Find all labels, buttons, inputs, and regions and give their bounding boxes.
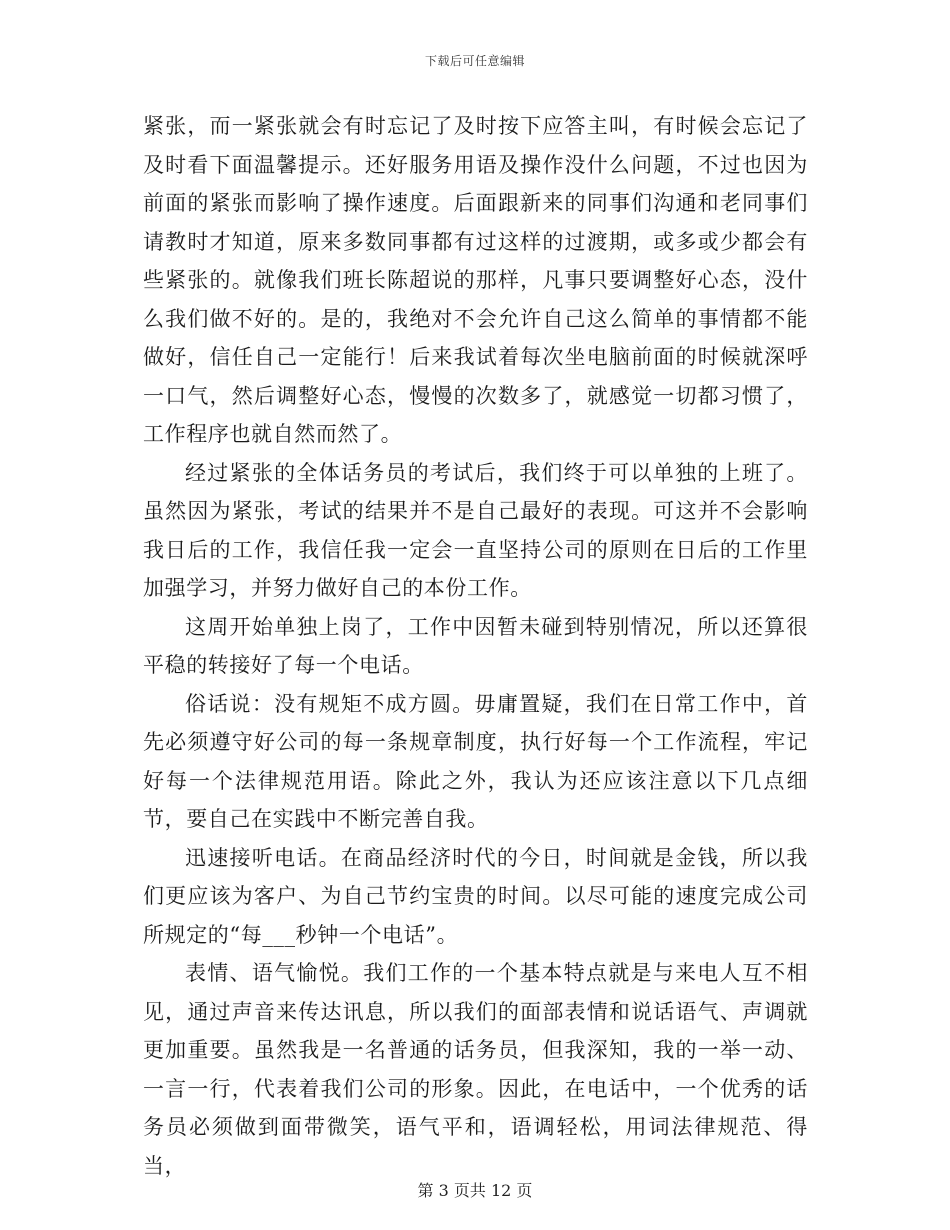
page-header: 下载后可任意编辑 — [424, 54, 525, 68]
page-number-footer: 第 3 页共 12 页 — [417, 1181, 533, 1200]
paragraph-4: 俗话说：没有规矩不成方圆。毋庸置疑，我们在日常工作中，首先必须遵守好公司的每一条规章制度，执行好每一个工作流程，牢记好每一个法律规范用语。除此之外，我认为还应该注意以下几点细节，要自己在实践中不断完善自我。 — [143, 691, 808, 831]
paragraph-5: 迅速接听电话。在商品经济时代的今日，时间就是金钱，所以我们更应该为客户、为自己节约宝贵的时间。以尽可能的速度完成公司所规定的“每___秒钟一个电话”。 — [143, 845, 808, 947]
paragraph-3: 这周开始单独上岗了，工作中因暂未碰到特别情况，所以还算很平稳的转接好了每一个电话。 — [143, 614, 808, 677]
document-body — [143, 107, 808, 1185]
paragraph-2: 经过紧张的全体话务员的考试后，我们终于可以单独的上班了。虽然因为紧张，考试的结果并不是自己最好的表现。可这并不会影响我日后的工作，我信任我一定会一直坚持公司的原则在日后的工作里加强学习，并努力做好自己的本份工作。 — [143, 460, 808, 600]
paragraph-6: 表情、语气愉悦。我们工作的一个基本特点就是与来电人互不相见，通过声音来传达讯息，所以我们的面部表情和说话语气、声调就更加重要。虽然我是一名普通的话务员，但我深知，我的一举一动、一言一行，代表着我们公司的形象。因此，在电话中，一个优秀的话务员必须做到面带微笑，语气平和，语调轻松，用词法律规范、得当， — [143, 961, 808, 1178]
paragraph-1: 紧张，而一紧张就会有时忘记了及时按下应答主叫，有时候会忘记了及时看下面温馨提示。还好服务用语及操作没什么问题，不过也因为前面的紧张而影响了操作速度。后面跟新来的同事们沟通和老同事们请教时才知道，原来多数同事都有过这样的过渡期，或多或少都会有些紧张的。就像我们班长陈超说的那样，凡事只要调整好心态，没什么我们做不好的。是的，我绝对不会允许自己这么简单的事情都不能做好，信任自己一定能行！后来我试着每次坐电脑前面的时候就深呼一口气，然后调整好心态，慢慢的次数多了，就感觉一切都习惯了，工作程序也就自然而然了。 — [143, 114, 808, 446]
